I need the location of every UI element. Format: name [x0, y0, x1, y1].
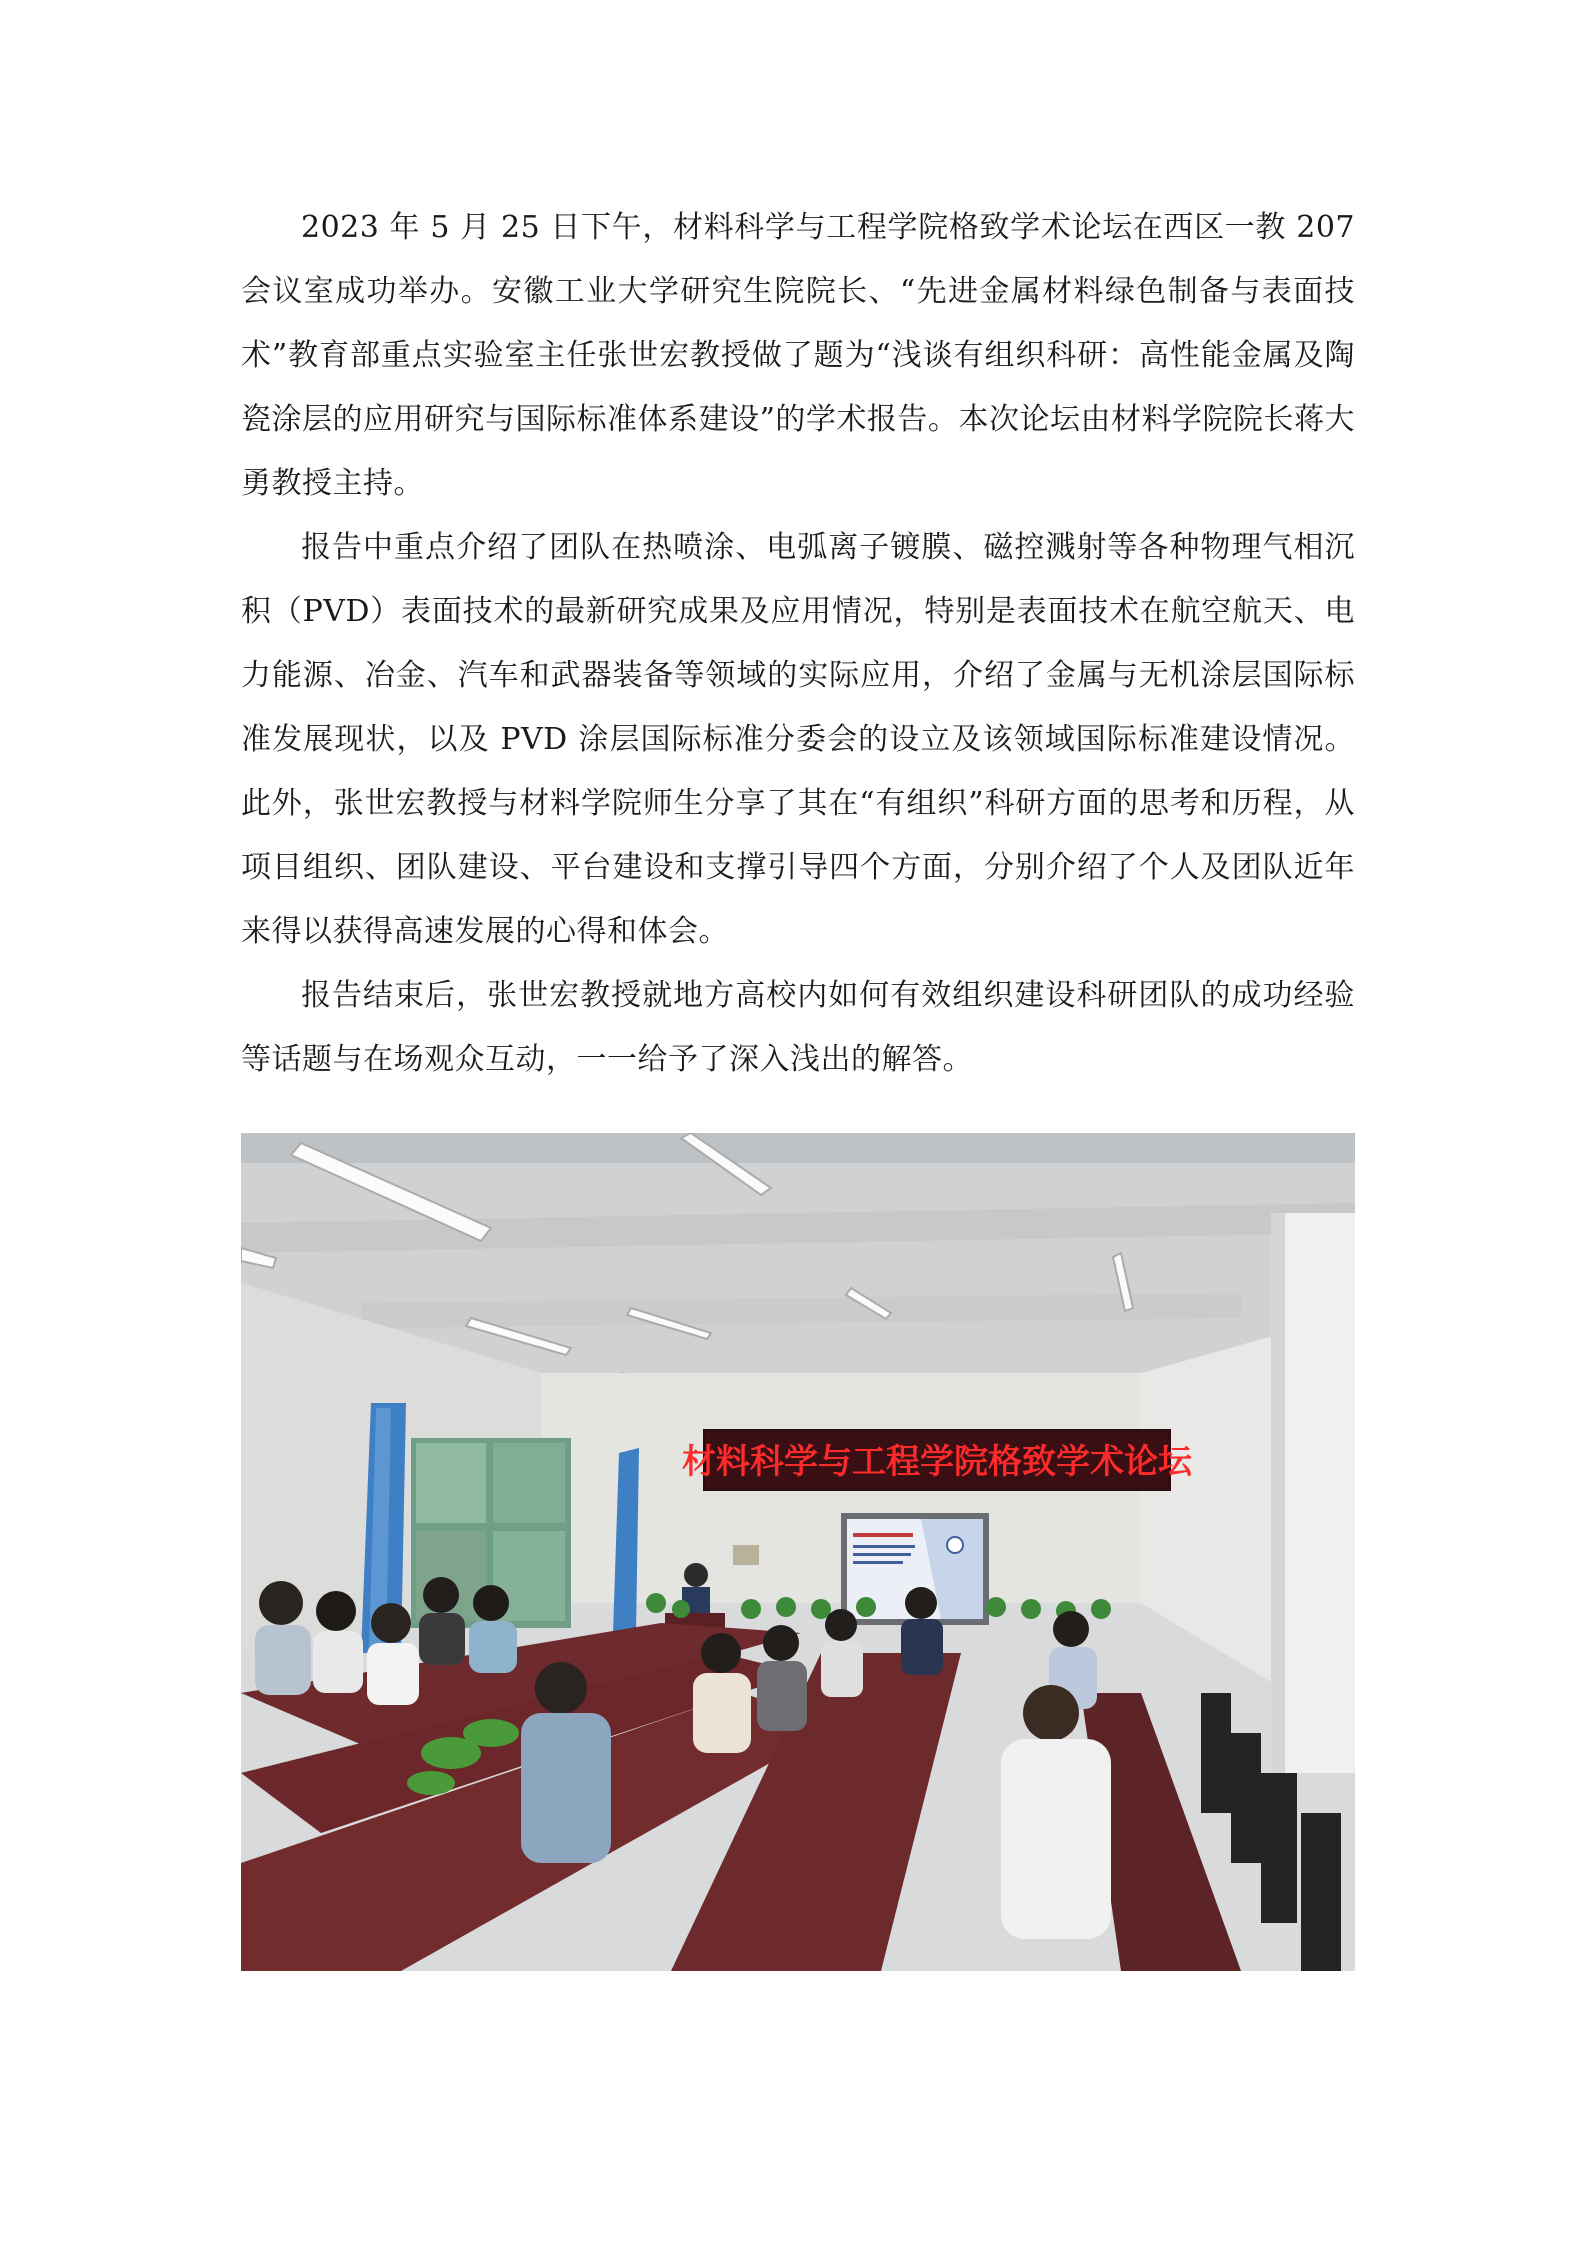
event-photo: [241, 1133, 1355, 1971]
paragraph-3: 报告结束后，张世宏教授就地方高校内如何有效组织建设科研团队的成功经验等话题与在场观众互动，一一给予了深入浅出的解答。: [241, 978, 1355, 1077]
banner-text: 材料科学与工程学院格致学术论坛: [682, 1442, 1192, 1482]
paragraph-2: 报告中重点介绍了团队在热喷涂、电弧离子镀膜、磁控溅射等各种物理气相沉积（PVD）表面技术的最新研究成果及应用情况，特别是表面技术在航空航天、电力能源、冶金、汽车和武器装备等领域的实际应用，介绍了金属与无机涂层国际标准发展现状，以及 PVD 涂层国际标准分委会的设立及该领域国际标准建设情况。此外，张世宏教授与材料学院师生分享了其在“有组织”科研方面的思考和历程，从项目组织、团队建设、平台建设和支撑引导四个方面，分别介绍了个人及团队近年来得以获得高速发展的心得和体会。: [241, 530, 1355, 949]
article-body: [241, 196, 1355, 1092]
paragraph-1: 2023 年 5 月 25 日下午，材料科学与工程学院格致学术论坛在西区一教 207 会议室成功举办。安徽工业大学研究生院院长、“先进金属材料绿色制备与表面技术”教育部重点实验室主任张世宏教授做了题为“浅谈有组织科研：高性能金属及陶瓷涂层的应用研究与国际标准体系建设”的学术报告。本次论坛由材料学院院长蒋大勇教授主持。: [241, 210, 1355, 501]
conference-room-illustration: [241, 1133, 1355, 1971]
